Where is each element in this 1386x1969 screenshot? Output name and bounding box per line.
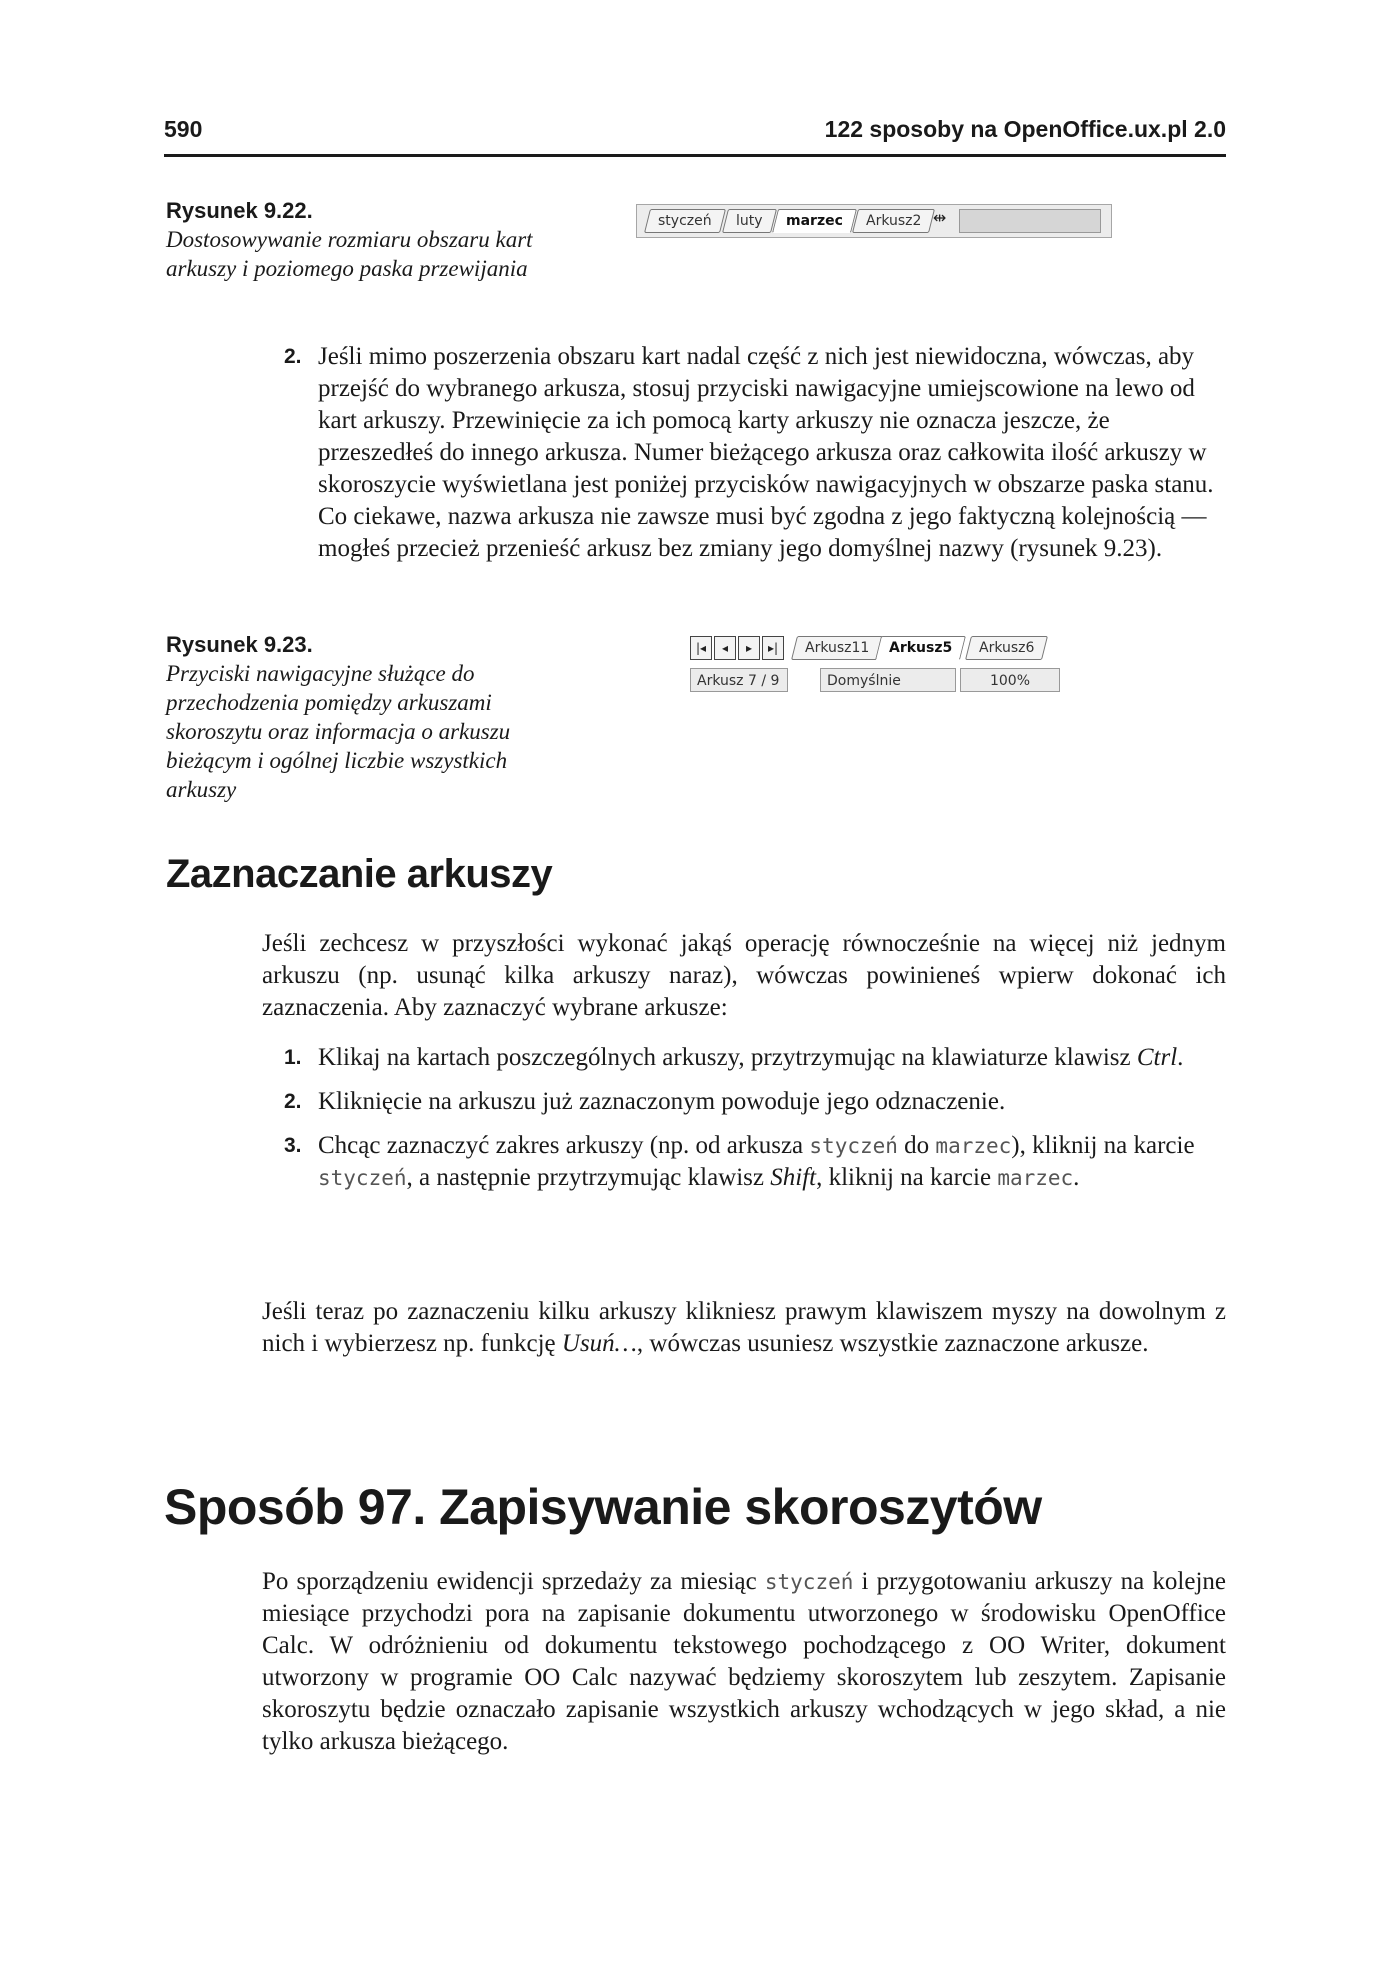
running-header <box>164 116 1226 157</box>
sheet-name-code: marzec <box>997 1166 1074 1190</box>
figure-23-caption-text: Przyciski nawigacyjne służące do przechodzenia pomiędzy arkuszami skoroszytu oraz informacja o arkuszu bieżącym i ogólnej liczbie wszystkich arkuszy <box>166 661 511 802</box>
section-outro: Jeśli teraz po zaznaczeniu kilku arkuszy klikniesz prawym klawiszem myszy na dowolnym z nich i wybierzesz np. funkcję Usuń…, wówczas usuniesz wszystkie zaznaczone arkusze. <box>262 1298 1226 1357</box>
list-number: 3. <box>284 1134 302 1157</box>
status-page-style: Domyślnie <box>820 668 956 692</box>
first-sheet-button[interactable]: |◂ <box>690 636 712 660</box>
list-item: 1. Klikaj na kartach poszczególnych arkuszy, przytrzymując na klawiaturze klawisz Ctrl. <box>284 1042 1224 1074</box>
list-item <box>284 341 1224 565</box>
next-sheet-button[interactable]: ▸ <box>738 636 760 660</box>
figure-22-caption <box>166 196 536 283</box>
figure-22-sheet-tabs <box>636 204 1112 238</box>
section-intro: Jeśli zechcesz w przyszłości wykonać jakąś operację równocześnie na więcej niż jednym arkuszu (np. usunąć kilka arkuszy naraz), wówczas powinieneś wpierw dokonać ich zaznaczenia. Aby zaznaczyć wybrane arkusze: <box>262 930 1226 1021</box>
figure-23-label: Rysunek 9.23. <box>166 632 313 657</box>
sheet-tab-marzec[interactable]: marzec <box>772 209 857 233</box>
chapter-paragraph: Po sporządzeniu ewidencji sprzedaży za miesiąc styczeń i przygotowaniu arkuszy na kolejne miesiące przychodzi pora na zapisanie dokumentu utworzonego w środowisku OpenOffice Calc. W odróżnieniu od dokumentu tekstowego pochodzącego z OO Writer, dokument utworzony w programie OO Calc nazywać będziemy skoroszytem lub zeszytem. Zapisanie skoroszytu będzie oznaczało zapisanie wszystkich arkuszy wchodzących w jego skład, a nie tylko arkusza bieżącego. <box>262 1568 1226 1755</box>
list-item: 2. Kliknięcie na arkuszu już zaznaczonym powoduje jego odznaczenie. <box>284 1086 1224 1118</box>
section-heading: Zaznaczanie arkuszy <box>166 852 553 896</box>
step-list-2 <box>284 1042 1224 1194</box>
status-zoom: 100% <box>960 668 1060 692</box>
sheet-tab-arkusz5[interactable]: Arkusz5 <box>875 636 966 660</box>
chapter-heading: Sposób 97. Zapisywanie skoroszytów <box>164 1479 1042 1535</box>
sheet-tab-styczen[interactable]: styczeń <box>644 209 726 233</box>
sheet-tab-luty[interactable]: luty <box>722 209 777 233</box>
step-list-1 <box>284 341 1224 565</box>
ctrl-key: Ctrl <box>1136 1044 1178 1071</box>
sheet-name-code: styczeń <box>764 1570 854 1594</box>
book-title: 122 sposoby na OpenOffice.ux.pl 2.0 <box>824 116 1226 142</box>
status-sheet-counter: Arkusz 7 / 9 <box>690 668 788 692</box>
list-item: 3. Chcąc zaznaczyć zakres arkuszy (np. od arkusza styczeń do marzec), kliknij na karcie styczeń, a następnie przytrzymując klawisz Shift, kliknij na karcie marzec. <box>284 1132 1195 1191</box>
function-name: Usuń… <box>561 1330 637 1357</box>
figure-23-navigation <box>690 634 1062 696</box>
sheet-name-code: styczeń <box>809 1134 898 1158</box>
list-number: 1. <box>284 1046 302 1069</box>
figure-23-caption <box>166 630 526 804</box>
list-number: 2. <box>284 345 302 368</box>
page-number: 590 <box>164 116 203 142</box>
sheet-tab-arkusz6[interactable]: Arkusz6 <box>965 636 1048 660</box>
figure-22-label: Rysunek 9.22. <box>166 198 313 223</box>
sheet-name-code: styczeń <box>318 1166 407 1190</box>
list-text: Jeśli mimo poszerzenia obszaru kart nadal część z nich jest niewidoczna, wówczas, aby przejść do wybranego arkusza, stosuj przyciski nawigacyjne umiejscowione na lewo od kart arkuszy. Przewinięcie za ich pomocą karty arkuszy nie oznacza jeszcze, że przeszedłeś do innego arkusza. Numer bieżącego arkusza oraz całkowita ilość arkuszy w skoroszycie wyświetlana jest poniżej przycisków nawigacyjnych w obszarze paska stanu. Co ciekawe, nazwa arkusza nie zawsze musi być zgodna z jego faktyczną kolejnością — mogłeś przecież przenieść arkusz bez zmiany jego domyślnej nazwy (rysunek 9.23). <box>318 343 1214 562</box>
last-sheet-button[interactable]: ▸| <box>762 636 784 660</box>
sheet-tab-arkusz2[interactable]: Arkusz2 <box>852 209 935 233</box>
previous-sheet-button[interactable]: ◂ <box>714 636 736 660</box>
list-number: 2. <box>284 1090 302 1113</box>
sheet-tab-arkusz11[interactable]: Arkusz11 <box>791 636 883 660</box>
sheet-name-code: marzec <box>935 1134 1012 1158</box>
figure-22-caption-text: Dostosowywanie rozmiaru obszaru kart arkuszy i poziomego paska przewijania <box>166 227 533 281</box>
horizontal-scrollbar[interactable] <box>959 209 1101 233</box>
resize-cursor-icon[interactable]: ⇹ <box>933 208 947 227</box>
shift-key: Shift <box>770 1164 817 1191</box>
